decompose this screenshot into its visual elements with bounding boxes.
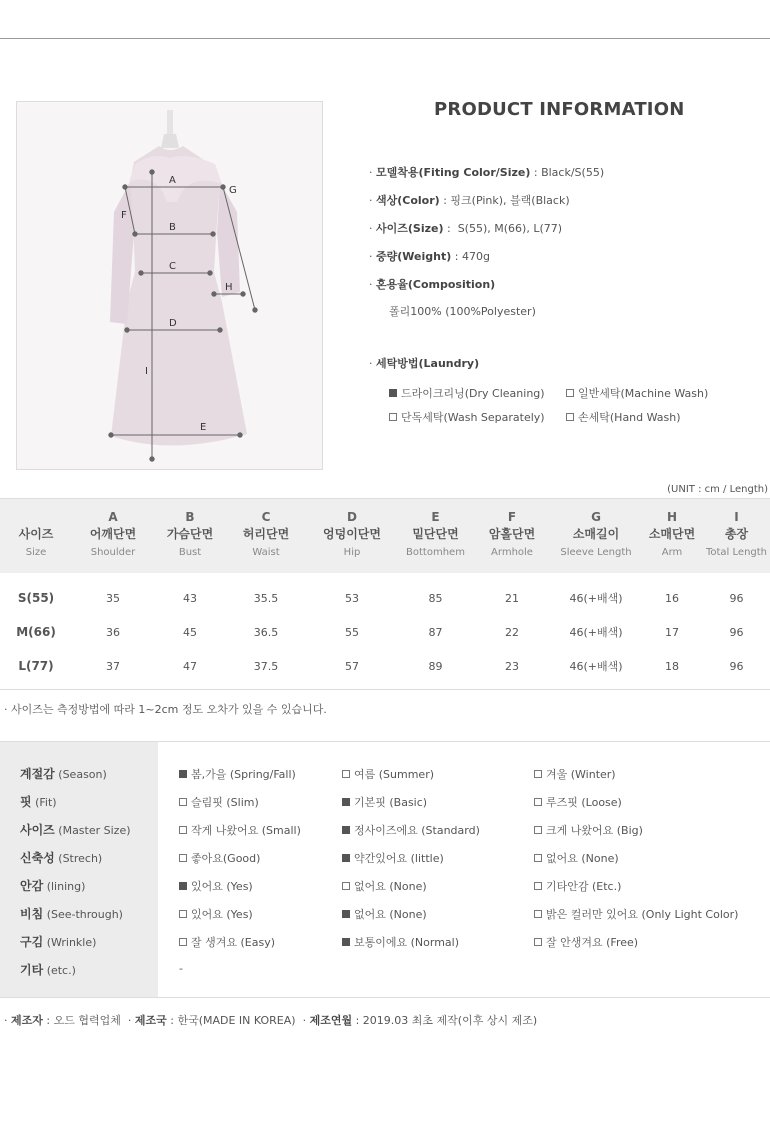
prop-label-fit: 핏 (Fit)	[20, 795, 57, 809]
model-fit-row: · 모델착용(Fiting Color/Size) : Black/S(55)	[369, 166, 605, 179]
dress-measurement-photo	[16, 101, 323, 470]
measure-label-g: G	[229, 185, 237, 196]
maker-label: 제조자	[11, 1014, 43, 1027]
maker-value: 오드 협력업체	[53, 1014, 121, 1027]
checkbox-checked-icon	[389, 389, 397, 397]
prop-option: 없어요 (None)	[534, 850, 619, 866]
weight-row: · 중량(Weight) : 470g	[369, 250, 490, 263]
top-divider	[0, 38, 770, 39]
checkbox-empty-icon	[534, 882, 542, 890]
measure-label-i: I	[145, 366, 148, 377]
checkbox-empty-icon	[534, 910, 542, 918]
color-row: · 색상(Color) : 핑크(Pink), 블랙(Black)	[369, 194, 570, 207]
composition-value: 폴리100% (100%Polyester)	[389, 305, 536, 318]
props-bottom-border	[0, 997, 770, 998]
prop-option: 기본핏 (Basic)	[342, 794, 427, 810]
prop-option: 기타안감 (Etc.)	[534, 878, 621, 894]
size-table	[0, 499, 770, 683]
prop-label-etc: 기타 (etc.)	[20, 963, 76, 977]
measure-label-d: D	[169, 318, 177, 329]
checkbox-empty-icon	[534, 798, 542, 806]
col-header-hip: D 엉덩이단면 Hip	[323, 510, 381, 558]
size-row: · 사이즈(Size) : S(55), M(66), L(77)	[369, 222, 563, 235]
country-value: 한국(MADE IN KOREA)	[177, 1014, 296, 1027]
prop-option: 슬림핏 (Slim)	[179, 794, 259, 810]
composition-label: 혼용율(Composition)	[376, 278, 496, 291]
checkbox-empty-icon	[179, 826, 187, 834]
checkbox-empty-icon	[179, 798, 187, 806]
checkbox-empty-icon	[534, 826, 542, 834]
checkbox-checked-icon	[342, 798, 350, 806]
measure-label-h: H	[225, 282, 233, 293]
size-value: S(55), M(66), L(77)	[457, 222, 563, 235]
unit-label: (UNIT : cm / Length)	[667, 484, 768, 495]
mannequin-neck	[161, 134, 179, 148]
table-bottom-border	[0, 689, 770, 690]
date-value: 2019.03 최초 제작(이후 상시 제조)	[362, 1014, 538, 1027]
checkbox-empty-icon	[389, 413, 397, 421]
col-header-bust: B 가슴단면 Bust	[166, 510, 214, 558]
product-info-title: PRODUCT INFORMATION	[434, 99, 685, 120]
table-row: L(77) 37 47 37.5 57 89 23 46(+배색) 18 96	[18, 659, 744, 673]
col-header-armhole: F 암홀단면 Armhole	[488, 510, 536, 558]
checkbox-checked-icon	[342, 938, 350, 946]
prop-label-see-through: 비침 (See-through)	[20, 907, 123, 921]
prop-option: 작게 나왔어요 (Small)	[179, 822, 301, 838]
checkbox-checked-icon	[342, 910, 350, 918]
checkbox-empty-icon	[179, 854, 187, 862]
checkbox-checked-icon	[179, 882, 187, 890]
laundry-row: · 세탁방법(Laundry)	[369, 357, 480, 370]
checkbox-checked-icon	[342, 854, 350, 862]
prop-option: 좋아요(Good)	[179, 850, 260, 866]
model-fit-value: Black/S(55)	[541, 166, 605, 179]
mannequin-neck-cap	[167, 110, 173, 134]
prop-option: 봄,가을 (Spring/Fall)	[179, 766, 296, 782]
checkbox-empty-icon	[534, 770, 542, 778]
manufacturer-footer: · 제조자 : 오드 협력업체 · 제조국 : 한국(MADE IN KOREA) · 제조연월 : 2019.03 최초 제작(이후 상시 제조)	[4, 1014, 538, 1027]
checkbox-empty-icon	[342, 770, 350, 778]
prop-label-lining: 안감 (lining)	[20, 879, 86, 893]
checkbox-empty-icon	[534, 854, 542, 862]
prop-option: 잘 안생겨요 (Free)	[534, 934, 638, 950]
checkbox-empty-icon	[566, 413, 574, 421]
checkbox-empty-icon	[179, 938, 187, 946]
model-fit-label: 모델착용(Fiting Color/Size)	[376, 166, 531, 179]
col-header-size: 사이즈 Size	[18, 527, 54, 558]
table-row: M(66) 36 45 36.5 55 87 22 46(+배색) 17 96	[16, 625, 744, 639]
country-label: 제조국	[134, 1014, 167, 1027]
measure-label-b: B	[169, 222, 176, 233]
prop-option: 루즈핏 (Loose)	[534, 794, 622, 810]
col-header-bottomhem: E 밑단단면 Bottomhem	[406, 510, 465, 558]
measure-label-e: E	[200, 422, 207, 433]
dress-illustration	[17, 102, 323, 470]
color-label: 색상(Color)	[376, 194, 440, 207]
laundry-option-dry: 드라이크리닝(Dry Cleaning)	[389, 385, 545, 401]
composition-row: · 혼용율(Composition)	[369, 278, 496, 291]
prop-label-wrinkle: 구김 (Wrinkle)	[20, 935, 97, 949]
prop-option: 있어요 (Yes)	[179, 878, 253, 894]
prop-option: 크게 나왔어요 (Big)	[534, 822, 643, 838]
weight-label: 중량(Weight)	[376, 250, 452, 263]
col-header-total-length: I 총장 Total Length	[705, 510, 768, 558]
measure-label-a: A	[169, 175, 176, 186]
prop-label-season: 계절감 (Season)	[20, 767, 107, 781]
checkbox-empty-icon	[534, 938, 542, 946]
laundry-label: 세탁방법(Laundry)	[376, 357, 480, 370]
measure-label-f: F	[121, 210, 127, 221]
prop-option: 있어요 (Yes)	[179, 906, 253, 922]
weight-value: 470g	[461, 250, 490, 263]
col-header-sleeve-length: G 소매길이 Sleeve Length	[560, 510, 632, 558]
color-value: 핑크(Pink), 블랙(Black)	[450, 194, 570, 207]
prop-label-master-size: 사이즈 (Master Size)	[20, 823, 131, 837]
prop-option: 없어요 (None)	[342, 878, 427, 894]
laundry-option-hand: 손세탁(Hand Wash)	[566, 409, 681, 425]
prop-label-stretch: 신축성 (Strech)	[20, 851, 103, 865]
checkbox-empty-icon	[179, 910, 187, 918]
col-header-shoulder: A 어깨단면 Shoulder	[89, 510, 137, 558]
table-row: S(55) 35 43 35.5 53 85 21 46(+배색) 16 96	[17, 591, 744, 605]
prop-option: 약간있어요 (little)	[342, 850, 444, 866]
laundry-option-machine: 일반세탁(Machine Wash)	[566, 385, 708, 401]
checkbox-empty-icon	[566, 389, 574, 397]
size-note: · 사이즈는 측정방법에 따라 1~2cm 정도 오차가 있을 수 있습니다.	[4, 703, 327, 716]
date-label: 제조연월	[309, 1014, 353, 1027]
checkbox-checked-icon	[179, 770, 187, 778]
prop-option: 정사이즈에요 (Standard)	[342, 822, 480, 838]
checkbox-checked-icon	[342, 826, 350, 834]
prop-option: 겨울 (Winter)	[534, 766, 616, 782]
col-header-arm: H 소매단면 Arm	[648, 510, 696, 558]
prop-option: 밝은 컬러만 있어요 (Only Light Color)	[534, 906, 738, 922]
prop-option: 없어요 (None)	[342, 906, 427, 922]
col-header-waist: C 허리단면 Waist	[242, 510, 290, 558]
prop-option: 여름 (Summer)	[342, 766, 434, 782]
checkbox-empty-icon	[342, 882, 350, 890]
laundry-option-separate: 단독세탁(Wash Separately)	[389, 409, 545, 425]
measure-label-c: C	[169, 261, 176, 272]
prop-etc-value: -	[179, 962, 183, 975]
prop-option: 잘 생겨요 (Easy)	[179, 934, 275, 950]
prop-option: 보통이에요 (Normal)	[342, 934, 459, 950]
size-table-header	[0, 499, 770, 573]
size-label: 사이즈(Size)	[376, 222, 444, 235]
